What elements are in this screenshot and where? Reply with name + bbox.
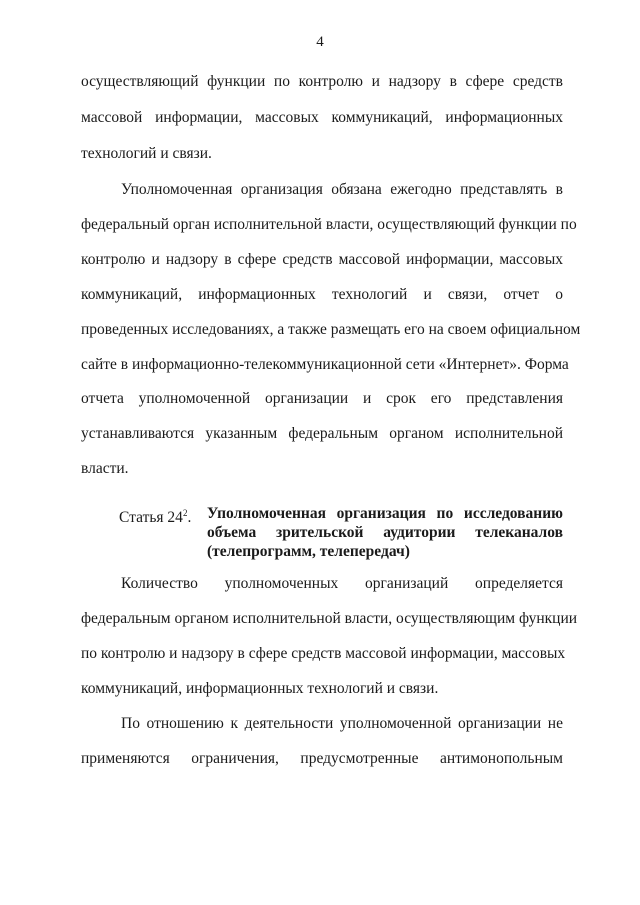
text-line: коммуникаций, информационных технологий и связи. xyxy=(81,680,439,697)
text-line: отчета уполномоченной организации и срок его представления xyxy=(81,390,563,407)
article-label xyxy=(119,504,191,527)
text-line: устанавливаются указанным федеральным органом исполнительной xyxy=(81,425,563,442)
text-line: Уполномоченная организация обязана ежегодно представлять в xyxy=(121,181,563,198)
page-number: 4 xyxy=(316,34,324,50)
article-title-line: (телепрограмм, телепередач) xyxy=(207,543,410,560)
article-label-prefix: Статья 24 xyxy=(119,509,183,526)
text-line: По отношению к деятельности уполномоченной организации не xyxy=(121,715,563,732)
text-line: контролю и надзору в сфере средств массовой информации, массовых xyxy=(81,251,563,268)
article-title-line: объема зрительской аудитории телеканалов xyxy=(207,524,563,541)
text-line: проведенных исследованиях, а также размещать его на своем официальном xyxy=(81,321,581,338)
text-line: коммуникаций, информационных технологий и связи, отчет о xyxy=(81,286,563,303)
text-line: применяются ограничения, предусмотренные антимонопольным xyxy=(81,750,563,767)
article-title-line: Уполномоченная организация по исследованию xyxy=(207,505,563,522)
article-label-superscript: 2 xyxy=(182,508,188,518)
text-line: по контролю и надзору в сфере средств массовой информации, массовых xyxy=(81,645,566,662)
text-line: федеральным органом исполнительной власти, осуществляющим функции xyxy=(81,610,578,627)
article-label-suffix: . xyxy=(187,509,192,526)
text-line: массовой информации, массовых коммуникаций, информационных xyxy=(81,109,563,126)
text-line: власти. xyxy=(81,460,129,477)
text-line: сайте в информационно-телекоммуникационной сети «Интернет». Форма xyxy=(81,356,569,373)
text-line: Количество уполномоченных организаций определяется xyxy=(121,575,563,592)
text-line: федеральный орган исполнительной власти, осуществляющий функции по xyxy=(81,216,577,233)
article-title xyxy=(207,504,563,561)
text-line: осуществляющий функции по контролю и надзору в сфере средств xyxy=(81,73,563,90)
text-line: технологий и связи. xyxy=(81,145,212,162)
